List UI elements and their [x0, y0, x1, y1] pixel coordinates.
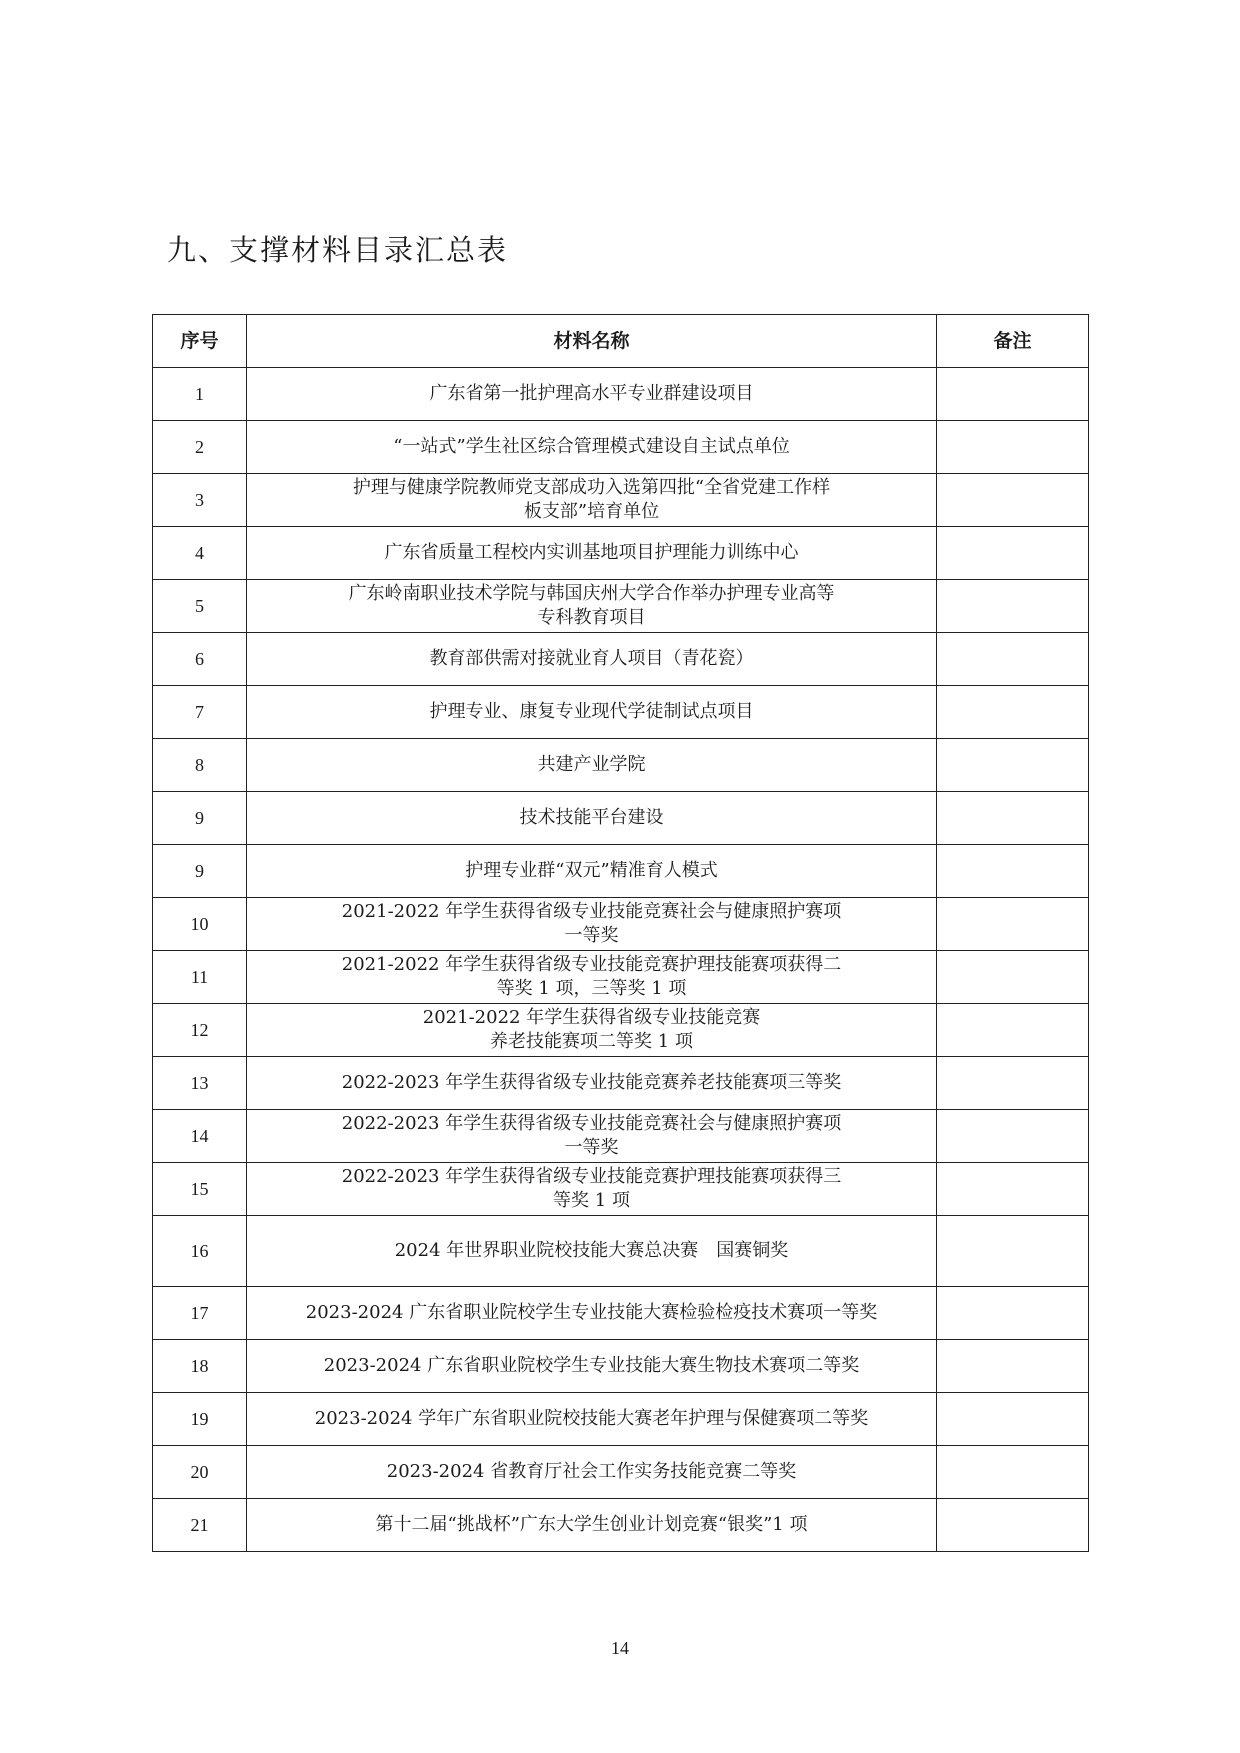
row-seq: 19	[153, 1393, 247, 1446]
row-material-name	[247, 368, 937, 421]
material-name-line: 2023-2024 学年广东省职业院校技能大赛老年护理与保健赛项二等奖	[314, 1408, 869, 1429]
page-number: 14	[611, 1638, 629, 1658]
row-seq: 15	[153, 1163, 247, 1216]
row-material-name	[247, 739, 937, 792]
material-name-line: 2023-2024 省教育厅社会工作实务技能竞赛二等奖	[386, 1461, 797, 1482]
row-remark	[937, 527, 1089, 580]
row-remark	[937, 1287, 1089, 1340]
row-seq: 5	[153, 580, 247, 633]
header-seq: 序号	[153, 315, 247, 368]
row-remark	[937, 368, 1089, 421]
material-name-line: 2024 年世界职业院校技能大赛总决赛 国赛铜奖	[394, 1240, 789, 1261]
material-name-line: 广东岭南职业技术学院与韩国庆州大学合作举办护理专业高等	[348, 583, 835, 604]
material-name-line: 广东省质量工程校内实训基地项目护理能力训练中心	[384, 542, 799, 563]
row-material-name	[247, 580, 937, 633]
row-seq: 12	[153, 1004, 247, 1057]
row-remark	[937, 898, 1089, 951]
material-name-line: 2022-2023 年学生获得省级专业技能竞赛护理技能赛项获得三	[341, 1166, 842, 1187]
row-seq: 13	[153, 1057, 247, 1110]
table-row	[153, 421, 1089, 474]
table-row	[153, 1446, 1089, 1499]
row-material-name	[247, 1446, 937, 1499]
row-seq: 17	[153, 1287, 247, 1340]
section-title: 九、支撑材料目录汇总表	[167, 233, 509, 267]
row-remark	[937, 1110, 1089, 1163]
table-row	[153, 1340, 1089, 1393]
row-seq: 9	[153, 845, 247, 898]
row-remark	[937, 686, 1089, 739]
header-name: 材料名称	[247, 315, 937, 368]
material-name-line: 护理专业群“双元”精准育人模式	[465, 860, 718, 881]
row-seq: 7	[153, 686, 247, 739]
material-name-line: 护理与健康学院教师党支部成功入选第四批“全省党建工作样	[352, 477, 831, 498]
row-seq: 9	[153, 792, 247, 845]
row-material-name	[247, 1216, 937, 1287]
row-remark	[937, 474, 1089, 527]
material-name-line: 2021-2022 年学生获得省级专业技能竞赛护理技能赛项获得二	[341, 954, 842, 975]
row-material-name	[247, 1004, 937, 1057]
row-material-name	[247, 1287, 937, 1340]
row-remark	[937, 1340, 1089, 1393]
row-seq: 11	[153, 951, 247, 1004]
row-seq: 14	[153, 1110, 247, 1163]
row-material-name	[247, 633, 937, 686]
material-name-line: 养老技能赛项二等奖 1 项	[490, 1031, 693, 1052]
row-remark	[937, 739, 1089, 792]
table-row	[153, 739, 1089, 792]
material-name-line: “一站式”学生社区综合管理模式建设自主试点单位	[393, 436, 790, 457]
material-name-line: 一等奖	[564, 1137, 619, 1158]
row-seq: 16	[153, 1216, 247, 1287]
row-seq: 8	[153, 739, 247, 792]
table-row	[153, 1216, 1089, 1287]
row-material-name	[247, 527, 937, 580]
material-name-line: 护理专业、康复专业现代学徒制试点项目	[429, 701, 754, 722]
row-remark	[937, 792, 1089, 845]
material-name-line: 2023-2024 广东省职业院校学生专业技能大赛检验检疫技术赛项一等奖	[305, 1302, 878, 1323]
material-name-line: 技术技能平台建设	[519, 807, 664, 828]
row-remark	[937, 633, 1089, 686]
row-material-name	[247, 421, 937, 474]
row-material-name	[247, 951, 937, 1004]
row-seq: 10	[153, 898, 247, 951]
table-row	[153, 792, 1089, 845]
material-name-line: 一等奖	[564, 925, 619, 946]
table-row	[153, 633, 1089, 686]
table-row	[153, 1057, 1089, 1110]
row-seq: 3	[153, 474, 247, 527]
table-row	[153, 686, 1089, 739]
materials-table	[152, 314, 1089, 1552]
table-body	[153, 368, 1089, 1552]
row-material-name	[247, 686, 937, 739]
row-material-name	[247, 1163, 937, 1216]
row-seq: 1	[153, 368, 247, 421]
material-name-line: 共建产业学院	[537, 754, 646, 775]
row-seq: 4	[153, 527, 247, 580]
row-material-name	[247, 898, 937, 951]
material-name-line: 广东省第一批护理高水平专业群建设项目	[429, 383, 754, 404]
row-remark	[937, 1393, 1089, 1446]
table-row	[153, 527, 1089, 580]
material-name-line: 2023-2024 广东省职业院校学生专业技能大赛生物技术赛项二等奖	[323, 1355, 860, 1376]
row-material-name	[247, 1340, 937, 1393]
row-material-name	[247, 845, 937, 898]
row-remark	[937, 1057, 1089, 1110]
row-material-name	[247, 1499, 937, 1552]
table-row	[153, 368, 1089, 421]
header-remark: 备注	[937, 315, 1089, 368]
row-material-name	[247, 1110, 937, 1163]
material-name-line: 第十二届“挑战杯”广东大学生创业计划竞赛“银奖”1 项	[375, 1514, 808, 1535]
material-name-line: 2022-2023 年学生获得省级专业技能竞赛社会与健康照护赛项	[341, 1113, 842, 1134]
material-name-line: 2021-2022 年学生获得省级专业技能竞赛社会与健康照护赛项	[341, 901, 842, 922]
row-remark	[937, 1499, 1089, 1552]
row-material-name	[247, 474, 937, 527]
row-seq: 2	[153, 421, 247, 474]
material-name-line: 板支部”培育单位	[523, 501, 660, 522]
table-row	[153, 1110, 1089, 1163]
table-row	[153, 474, 1089, 527]
row-material-name	[247, 1057, 937, 1110]
row-seq: 20	[153, 1446, 247, 1499]
material-name-line: 教育部供需对接就业育人项目（青花瓷）	[429, 648, 754, 669]
row-remark	[937, 1004, 1089, 1057]
row-material-name	[247, 792, 937, 845]
row-remark	[937, 1216, 1089, 1287]
row-seq: 18	[153, 1340, 247, 1393]
table-row	[153, 1163, 1089, 1216]
row-remark	[937, 580, 1089, 633]
row-material-name	[247, 1393, 937, 1446]
row-remark	[937, 1446, 1089, 1499]
table-row	[153, 1004, 1089, 1057]
table-row	[153, 1287, 1089, 1340]
table-header-row	[153, 315, 1089, 368]
row-seq: 6	[153, 633, 247, 686]
material-name-line: 等奖 1 项	[553, 1190, 630, 1211]
table-row	[153, 580, 1089, 633]
table-row	[153, 1393, 1089, 1446]
table-row	[153, 951, 1089, 1004]
material-name-line: 专科教育项目	[537, 607, 646, 628]
row-remark	[937, 1163, 1089, 1216]
table-row	[153, 845, 1089, 898]
material-name-line: 等奖 1 项，三等奖 1 项	[496, 978, 687, 999]
row-remark	[937, 951, 1089, 1004]
table-row	[153, 1499, 1089, 1552]
material-name-line: 2021-2022 年学生获得省级专业技能竞赛	[422, 1007, 761, 1028]
row-seq: 21	[153, 1499, 247, 1552]
row-remark	[937, 845, 1089, 898]
table-row	[153, 898, 1089, 951]
material-name-line: 2022-2023 年学生获得省级专业技能竞赛养老技能赛项三等奖	[341, 1072, 842, 1093]
row-remark	[937, 421, 1089, 474]
